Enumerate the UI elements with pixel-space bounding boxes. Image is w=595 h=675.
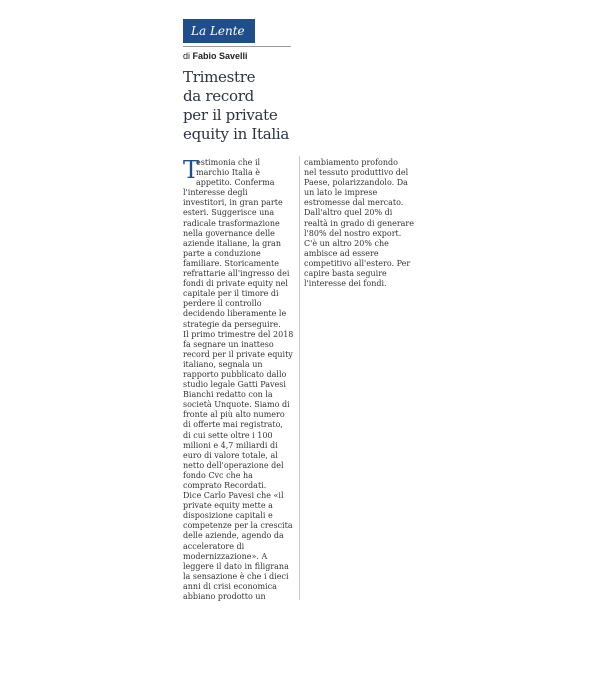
column-line: società Unquote. Siamo di [183,400,290,410]
column-line: radicale trasformazione [183,218,280,228]
column-line: competenze per la crescita [183,521,293,531]
headline-line: per il private [183,106,278,124]
column-line: di cui sette oltre i 100 [183,430,273,440]
byline [183,50,248,62]
column-line: perdere il controllo [183,299,262,309]
column-line: appetito. Conferma [196,178,275,188]
column-line: aziende italiane, la gran [183,238,281,248]
column-line: comprato Recordati. [183,481,267,490]
rubric-divider [183,46,291,47]
column-line: l'interesse degli [183,188,248,198]
column-line: netto dell'operazione del [183,460,284,470]
headline-line: equity in Italia [183,125,290,143]
column-line: capire basta seguire [304,269,387,279]
column-line: nel tessuto produttivo del [304,168,409,178]
article-column-2 [304,158,414,289]
column-line: acceleratore di [183,541,245,551]
column-line: italiano, segnala un [183,359,263,369]
column-line: investitori, in gran parte [183,198,283,208]
column-line: refrattarie all'ingresso dei [183,269,290,279]
column-1-body [183,188,295,602]
column-line: milioni e 4,7 miliardi di [183,440,278,450]
column-line: decidendo liberamente le [183,309,287,319]
column-line: Il primo trimestre del 2018 [183,329,294,339]
column-line: Paese, polarizzandolo. Da [304,178,408,188]
headline-line: Trimestre [183,68,256,86]
intro-paragraph [183,158,295,188]
byline-prefix: di [183,51,191,61]
column-line: record per il private equity [183,349,293,359]
drop-cap: T [183,156,200,184]
article-column-1 [183,158,295,602]
column-line: estromesse dal mercato. [304,198,404,208]
column-line: estimonia che il [196,158,261,167]
article-headline [183,68,301,144]
column-divider [299,156,300,600]
byline-author: Fabio Savelli [192,51,248,61]
column-line: familiare. Storicamente [183,258,279,268]
column-line: leggere il dato in filigrana [183,561,289,571]
column-line: fa segnare un inatteso [183,339,274,349]
column-line: studio legale Gatti Pavesi [183,380,286,390]
rubric-label: La Lente [183,19,255,43]
column-line: fondo Cvc che ha [183,470,253,480]
column-line: realtà in grado di generare [304,218,414,228]
column-line: private equity mette a [183,501,273,511]
column-line: capitale per il timore di [183,289,279,299]
column-line: Dall'altro quel 20% di [304,208,393,218]
column-line: l'80% del nostro export. [304,228,402,238]
column-line: abbiano prodotto un [183,592,266,602]
column-line: un lato le imprese [304,188,378,198]
column-line: l'interesse dei fondi. [304,279,387,289]
column-line: modernizzazione». A [183,551,268,561]
column-line: C'è un altro 20% che [304,238,389,248]
column-line: parte a conduzione [183,248,261,258]
column-line: disposizione capitali e [183,511,273,521]
headline-line: da record [183,87,254,105]
column-line: fronte al più alto numero [183,410,285,420]
column-line: esteri. Suggerisce una [183,208,275,218]
column-line: fondi di private equity nel [183,279,288,289]
column-line: ambisce ad essere [304,248,379,258]
column-line: nella governance delle [183,228,275,238]
column-line: Bianchi redatto con la [183,390,273,400]
column-line: euro di valore totale, al [183,450,278,460]
column-line: competitivo all'estero. Per [304,258,411,268]
column-line: di offerte mai registrato, [183,420,283,430]
column-line: rapporto pubblicato dallo [183,369,287,379]
column-2-body [304,158,414,289]
column-line: delle aziende, agendo da [183,531,284,541]
column-line: la sensazione è che i dieci [183,571,289,581]
column-line: Dice Carlo Pavesi che «il [183,491,284,501]
column-line: anni di crisi economica [183,581,277,591]
column-line: cambiamento profondo [304,158,398,167]
column-line: strategie da perseguire. [183,319,281,329]
column-line: marchio Italia è [196,168,261,178]
